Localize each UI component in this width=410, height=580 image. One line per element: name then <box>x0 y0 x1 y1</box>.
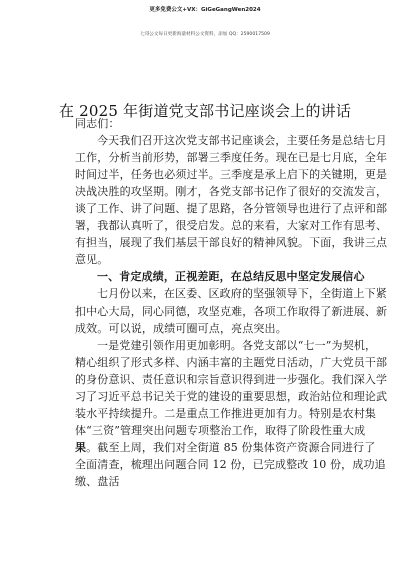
text-segment: 。截至上周，我们对全街道 85 份集体资产资源合同进行了 <box>86 440 376 454</box>
text-segment: 精心组织了形式多样、内涵丰富的主题党日活动，广大党员干部 <box>75 355 388 369</box>
body-text-line <box>75 285 387 302</box>
section-heading-line <box>75 268 365 285</box>
text-segment: 一是党建引领作用更加彰明。各党支部以“七一”为契机， <box>97 338 377 352</box>
text-segment: 意见。 <box>75 253 109 267</box>
text-segment: 扣中心大局，同心同德，攻坚克难，各项工作取得了新进展、新 <box>75 304 388 318</box>
body-text-line <box>75 388 388 405</box>
body-text-line <box>75 166 388 183</box>
body-text-line <box>75 337 377 354</box>
document-title: 在 2025 年街道党支部书记座谈会上的讲话 <box>58 102 352 120</box>
text-segment: 体“三资”管理突出问题专项整治工作，取得了阶段性重大成 <box>75 423 366 437</box>
body-text-line <box>75 149 388 166</box>
body-text-line <box>75 303 388 320</box>
body-text-line <box>75 354 388 371</box>
text-segment: 署，我都认真听了，很受启发。总的来看，大家对工作有思考、 <box>75 219 388 233</box>
text-segment: 谈了工作、讲了问题、提了思路，各分管领导也进行了点评和部 <box>75 202 388 216</box>
text-segment: 今天我们召开这次党支部书记座谈会，主要任务是总结七月 <box>97 134 387 148</box>
body-text-line <box>75 132 387 149</box>
document-body <box>75 115 388 490</box>
header-contact-line: 七哥公文每日更新海量材料公文资料，添加 QQ：2590017509 <box>140 32 270 37</box>
body-text-line <box>75 200 388 217</box>
body-text-line <box>75 371 388 388</box>
text-segment: 有担当，展现了我们基层干部良好的精神风貌。下面，我讲三点 <box>75 236 388 250</box>
body-text-line <box>75 251 346 268</box>
body-text-line <box>75 320 346 337</box>
header-promo-line: 更多免费公文+VX：GiGeGangWen2024 <box>149 7 261 13</box>
body-text-line <box>75 183 388 200</box>
text-segment: 缴、盘活 <box>75 474 120 488</box>
body-text-line <box>75 405 377 422</box>
text-segment: 同志们： <box>75 117 120 130</box>
text-segment: 一、肯定成绩，正视差距，在总结反思中坚定发展信心 <box>97 270 365 284</box>
text-segment: 装水平持续提升。二是重点工作推进更加有力。特别是农村集 <box>75 406 377 420</box>
text-segment: 的身份意识、责任意识和宗旨意识得到进一步强化。我们深入学 <box>75 372 388 386</box>
body-text-line <box>75 234 388 251</box>
body-text-line <box>75 422 366 439</box>
text-segment: 工作，分析当前形势，部署三季度任务。现在已是七月底，全年 <box>75 151 388 165</box>
body-text-line <box>75 456 386 473</box>
body-text-line <box>75 439 376 456</box>
text-segment: 成效。可以说，成绩可圈可点，亮点突出。 <box>75 321 287 335</box>
text-segment: 时间过半，任务也必须过半。三季度是承上启下的关键期，更是 <box>75 168 388 182</box>
text-segment: 七月份以来，在区委、区政府的坚强领导下，全街道上下紧 <box>97 287 387 301</box>
body-text-line <box>75 473 346 490</box>
text-segment: 全面清查，梳理出问题合同 12 份，已完成整改 10 份，成功追 <box>75 457 386 471</box>
body-text-line <box>75 217 388 234</box>
text-segment: 习了习近平总书记关于党的建设的重要思想，政治站位和理论武 <box>75 389 388 403</box>
text-segment: 果 <box>75 440 87 454</box>
body-text-line <box>75 115 346 132</box>
text-segment: 决战决胜的攻坚期。刚才，各党支部书记作了很好的交流发言， <box>75 185 388 199</box>
